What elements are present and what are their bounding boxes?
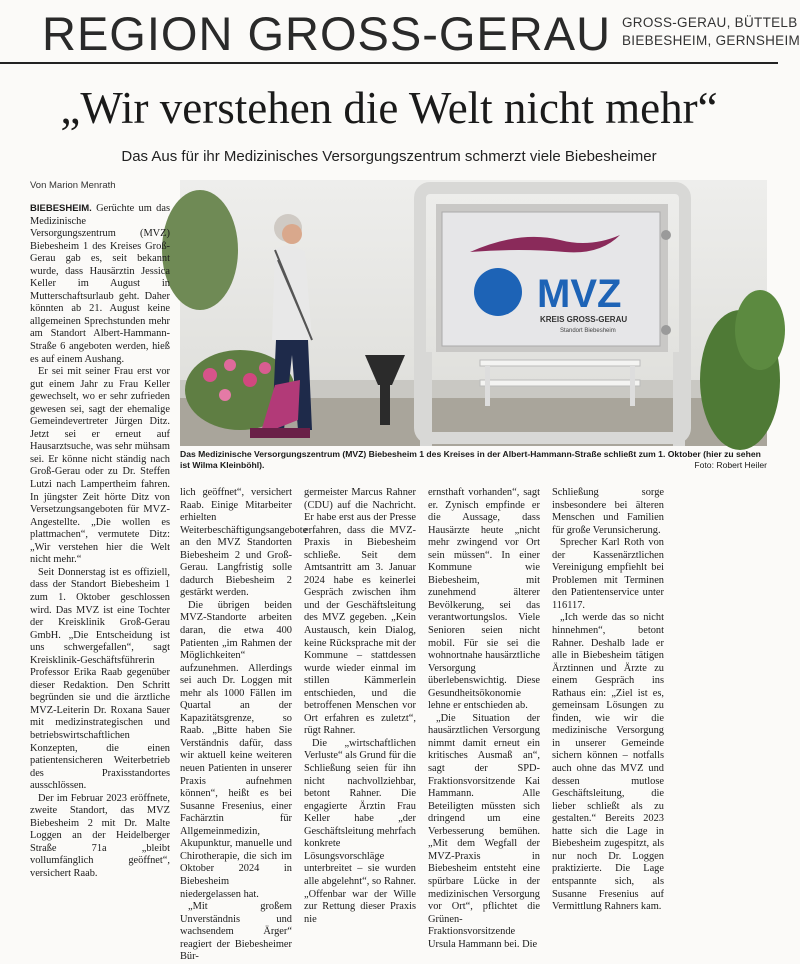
article-byline: Von Marion Menrath [30,180,116,191]
section-title: REGION GROSS-GERAU [42,7,612,60]
sign-location: Standort Biebesheim [560,328,616,334]
paragraph: „Ich werde das so nicht hinnehmen“, betont Rahner. Deshalb lade er alle in Biebesheim tätigen Ärztinnen und Ärzte zu einem Gespräch ins Rathaus ein: „Ziel ist es, gemeinsam Lösungen zu finden, wie wir die medizinische Versorgung in unserer Gemeinde sichern können – notfalls auch ohne das MVZ und dessen mutlose Geschäftsleitung, die lieber schließt als zu gestalten.“ Bereits 2023 hatte sich die Lage in Biebesheim zugespitzt, als nur noch Dr. Loggen praktizierte. Die Lage entspannte sich, als Susanne Fresenius auf Vermittlung Rahners kam. [552,612,664,913]
paragraph: Schließung sorge insbesondere bei älteren Menschen und Familien für große Verunsicherung. [552,487,664,536]
photo-caption [180,449,767,470]
article-subheadline: Das Aus für ihr Medizinisches Versorgungszentrum schmerzt viele Biebesheimer [121,148,657,165]
caption-text: Das Medizinische Versorgungszentrum (MVZ) Biebesheim 1 des Kreises in der Albert-Hammann-Straße schließt zum 1. Oktober (hier zu sehen ist Wilma Kleinböhl). [180,449,761,470]
sign-title: MVZ [537,272,622,316]
sign-subtitle: KREIS GROSS-GERAU [540,315,628,324]
article-column-3 [304,487,416,926]
paragraph: lich geöffnet“, versichert Raab. Einige Mitarbeiter erhielten Weiterbeschäftigungsangebote an den MVZ Standorten Biebesheim 2 und Groß-Gerau. Langfristig solle dadurch Biebesheim 2 gestärkt werden. [180,487,308,599]
article-column-1 [30,203,170,881]
article-column-4 [428,487,540,951]
section-places [622,14,800,50]
article-column-2 [180,487,308,964]
paragraph: germeister Marcus Rahner (CDU) auf die Nachricht. Er habe erst aus der Presse erfahren, dass die MVZ-Praxis in Biebesheim schließe. Seit dem Amtsantritt am 3. Januar 2024 habe es keinerlei Gespräch zwischen ihm und der Geschäftsleitung des MVZ gegeben. „Kein Austausch, kein Dialog, keine Rücksprache mit der Kommune – stattdessen wurde wieder einmal im stillen Kämmerlein entschieden, und die betroffenen Menschen vor Ort erfahren es zuletzt“, rügt Rahner. [304,487,416,737]
dateline: BIEBESHEIM. [30,203,92,214]
paragraph: Die übrigen beiden MVZ-Standorte arbeiten daran, die etwa 400 Patienten „im Rahmen der Möglichkeiten“ aufzunehmen. Allerdings sei auch Dr. Loggen mit mehr als 1000 Fällen im Quartal an der Kapazitätsgrenze, so Raab. „Bitte haben Sie Verständnis dafür, dass wir aktuell keine weiteren neuen Patienten in unserer Praxis aufnehmen können“, heißt es bei Susanne Fresenius, einer Fachärztin für Allgemeinmedizin, Akupunktur, manuelle und Chirotherapie, die sich im Oktober 2024 in Biebesheim niedergelassen hat. [180,599,292,900]
masthead [0,0,800,62]
masthead-rule [0,62,778,64]
article-headline: „Wir verstehen die Welt nicht mehr“ [60,83,718,133]
paragraph: BIEBESHEIM. Gerüchte um das Medizinische Versorgungszentrum (MVZ) Biebesheim 1 des Kreises Groß-Gerau gab es, seit bekannt wurde, dass Hausärztin Jessica Keller im August in Mutterschaftsurlaub geht. Daher könnten ab 21. August keine allgemeinen Sprechstunden mehr am Standort Albert-Hammann-Straße 6 angeboten werden, hieß es auf einem Aushang. [30,203,170,365]
paragraph: Sprecher Karl Roth von der Kassenärztlichen Vereinigung empfiehlt bei Problemen mit Terminen den Patientenservice unter 116117. [552,537,664,611]
paragraph: Seit Donnerstag ist es offiziell, dass der Standort Biebesheim 1 zum 1. Oktober geschlossen wird. Das MVZ ist eine Tochter der Kreisklinik Groß-Gerau GmbH. „Die Entscheidung ist uns schwergefallen“, sagt Kreisklinik-Geschäftsführerin Professor Erika Raab gegenüber dieser Redaktion. Den Schritt begründen sie und die ärztliche MVZ-Leiterin Dr. Roxana Sauer mit medizinstrategischen und betriebswirtschaftlichen Konzepten, die einen patientensicheren Weiterbetrieb des Praxisstandortes ausschlössen. [30,566,170,792]
article-photo [180,180,767,446]
paragraph: „Die Situation der hausärztlichen Versorgung nimmt damit erneut ein kritisches Ausmaß an“, sagt der SPD-Fraktionsvorsitzende Kai Hammann. Alle Beteiligten müssten sich dringend um eine Verbesserung bemühen. „Mit dem Wegfall der MVZ-Praxis in Biebesheim entsteht eine spürbare Lücke in der medizinischen Versorgung vor Ort“, pflichtet die Grünen-Fraktionsvorsitzende Ursula Hammann bei. Die [428,712,540,950]
paragraph: ernsthaft vorhanden“, sagt er. Zynisch empfinde er die Aussage, dass Hausärzte heute „nicht mehr zwingend vor Ort sein müssen“. In einer Kommune wie Biebesheim, mit zunehmend älterer Bevölkerung, sei das verantwortungslos. Viele Senioren seien nicht mobil. Für sie sei die wohnortnahe hausärztliche Versorgung überlebenswichtig. Diese Gesundheitsökonomie lehne er entschieden ab. [428,487,540,712]
photo-credit: Foto: Robert Heiler [694,459,767,470]
article-column-5 [552,487,664,914]
paragraph: „Mit großem Unverständnis und wachsendem Ärger“ reagiert der Biebesheimer Bür- [180,901,292,963]
paragraph: Die „wirtschaftlichen Verluste“ als Grund für die Schließung seien für ihn nicht nachvollziehbar, betont Rahner. Die engagierte Ärztin Frau Keller habe „der Geschäftsleitung mehrfach konkrete Lösungsvorschläge unterbreitet – sie wurden alle abgelehnt“, so Rahner. „Offenbar war der Wille zur Rettung dieser Praxis nie [304,737,416,925]
places-line-1: GROSS-GERAU, BÜTTELB [622,15,798,30]
paragraph: Der im Februar 2023 eröffnete, zweite Standort, das MVZ Biebesheim 2 mit Dr. Malte Loggen an der Heidelberger Straße 71a „bleibt vollumfänglich geöffnet“, versichert Raab. [30,792,170,879]
places-line-2: BIEBESHEIM, GERNSHEIM [622,33,800,48]
paragraph: Er sei mit seiner Frau erst vor gut einem Jahr zu Frau Keller gewechselt, wo er sehr zufrieden gewesen sei, sagt der ehemalige Gemeindevertreter Jürgen Ditz. Jetzt sei er erneut auf Hausarztsuche, was sehr mühsam sei. Er könne nicht ständig nach Groß-Gerau oder zu Dr. Steffen Lutzi nach Lampertheim fahren. In jüngster Zeit hörte Ditz von Versetzungsangeboten für MVZ-Angestellte. „Die wollen es plattmachen“, vermutete Ditz: „Wir verstehen hier die Welt nicht mehr.“ [30,366,170,566]
